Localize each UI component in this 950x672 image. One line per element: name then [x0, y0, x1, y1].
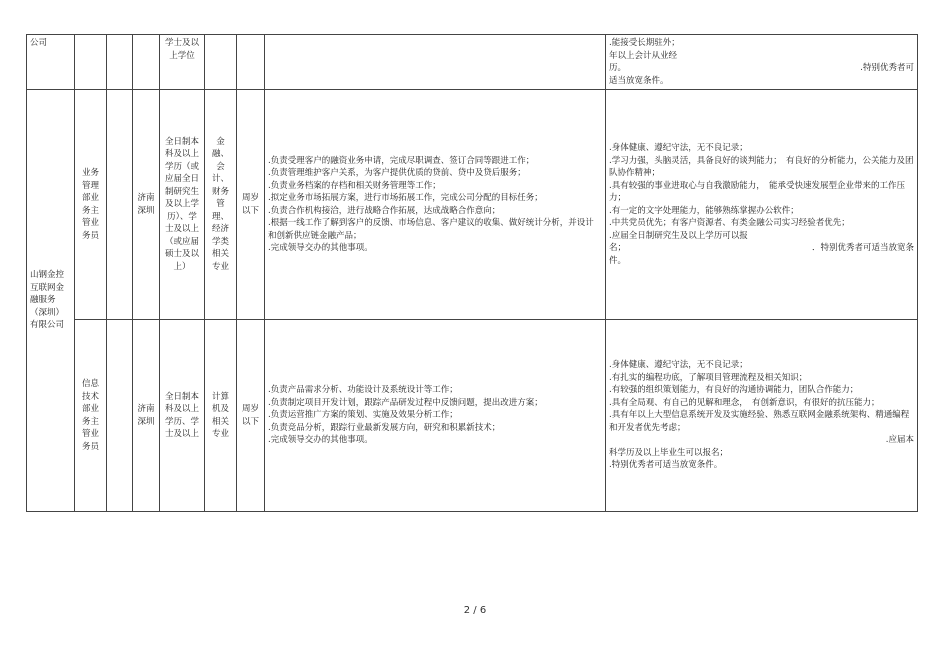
duty-line: .负责管理维护客户关系，为客户提供优质的贷前、贷中及贷后服务； — [268, 168, 526, 178]
requirements-cell — [606, 320, 918, 512]
education-cell: 全日制本科及以上学历（或应届全日制研究生及以上学历）、学士及以上（或应届硕士及以上） — [160, 90, 205, 320]
requirement-line: .应届本 — [885, 435, 914, 446]
requirements-cell — [606, 90, 918, 320]
table-row — [27, 320, 918, 512]
requirement-line: 件。 — [609, 255, 627, 266]
major-cell-empty — [205, 35, 237, 90]
duty-line: .负责业务档案的存档和相关财务管理等工作； — [268, 180, 441, 191]
requirement-line: .中共党员优先；有客户资源者、有类金融公司实习经验者优先； — [609, 218, 850, 228]
requirement-line: ．特别优秀者可适当放宽条 — [811, 243, 914, 253]
requirement-line: .具有年以上大型信息系统开发及实施经验、熟悉互联网金融系统架构、精通编程和开发者优先考虑； — [609, 410, 910, 433]
duty-line: .负责竞品分析，跟踪行业最新发展方向，研究和积累新技术； — [268, 422, 501, 433]
duties-cell — [265, 90, 606, 320]
duties-cell-empty — [265, 35, 606, 90]
table-row — [27, 90, 918, 320]
duty-line: .负责制定项目开发计划，跟踪产品研发过程中反馈问题，提出改进方案； — [268, 397, 543, 408]
requirement-line: 名； — [609, 243, 627, 253]
recruitment-table — [26, 34, 918, 512]
requirement-line: .有扎实的编程功底，了解项目管理流程及相关知识； — [609, 372, 808, 383]
department-cell-empty — [75, 35, 107, 90]
requirement-line: 科学历及以上毕业生可以报名； — [609, 447, 729, 458]
count-cell-empty — [107, 90, 133, 320]
requirement-line: 年以上会计从业经 — [609, 50, 678, 61]
department-cell: 业务管理部业务主管业务员 — [75, 90, 107, 320]
duty-line: .根据一线工作了解到客户的反馈、市场信息、客户建议的收集、做好统计分析，并设计和创新供应链金融产品； — [268, 218, 594, 241]
education-cell: 全日制本科及以上学历、学士及以上 — [160, 320, 205, 512]
requirement-line: .身体健康、遵纪守法，无不良记录； — [609, 360, 748, 371]
requirement-line: .身体健康、遵纪守法，无不良记录； — [609, 143, 748, 153]
requirement-line: .特别优秀者可适当放宽条件。 — [609, 460, 723, 471]
education-cell: 学士及以上学位 — [160, 35, 205, 90]
requirement-line: .能接受长期驻外； — [609, 38, 680, 48]
duty-line: .拟定业务市场拓展方案，进行市场拓展工作，完成公司分配的目标任务； — [268, 193, 543, 203]
requirement-line: .学习力强，头脑灵活，具备良好的谈判能力； 有良好的分析能力，公关能力及团队协作精神； — [609, 155, 914, 178]
company-cell-continued: 公司 — [27, 35, 75, 90]
requirement-line: .有较强的组织策划能力，有良好的沟通协调能力，团队合作能力； — [609, 385, 859, 396]
count-cell-empty — [107, 320, 133, 512]
age-cell-empty — [237, 35, 265, 90]
duty-line: .负责受理客户的融资业务申请，完成尽职调查、签订合同等跟进工作； — [268, 155, 535, 166]
requirement-line: .有一定的文字处理能力，能够熟练掌握办公软件； — [609, 205, 799, 216]
location-cell: 济南深圳 — [133, 320, 160, 512]
duty-line: .完成领导交办的其他事项。 — [268, 243, 373, 253]
requirement-line: 历。 — [609, 63, 627, 73]
duties-cell — [265, 320, 606, 512]
requirement-line: 适当放宽条件。 — [609, 75, 669, 86]
requirement-line: .特别优秀者可 — [860, 63, 914, 73]
location-cell-empty — [133, 35, 160, 90]
requirement-line: .应届全日制研究生及以上学历可以报 — [609, 230, 748, 241]
page-number: 2 / 6 — [463, 605, 487, 616]
company-cell: 山钢金控互联网金融服务（深圳）有限公司 — [27, 90, 75, 512]
age-cell: 周岁以下 — [237, 320, 265, 512]
location-cell: 济南深圳 — [133, 90, 160, 320]
major-cell: 计算机及相关专业 — [205, 320, 237, 512]
table-row — [27, 35, 918, 90]
requirements-cell — [606, 35, 918, 90]
duty-line: .负责产品需求分析、功能设计及系统设计等工作； — [268, 385, 458, 396]
duty-line: .完成领导交办的其他事项。 — [268, 435, 373, 446]
requirement-line: .具有较强的事业进取心与自我激励能力， 能承受快速发展型企业带来的工作压力； — [609, 180, 905, 203]
requirement-line: .具有全局观、有自己的见解和理念， 有创新意识，有很好的抗压能力； — [609, 397, 880, 408]
duty-line: .负责运营推广方案的策划、实施及效果分析工作； — [268, 410, 458, 421]
duty-line: .负责合作机构接洽，进行战略合作拓展，达成战略合作意向； — [268, 205, 501, 216]
department-cell: 信息技术部业务主管业务员 — [75, 320, 107, 512]
count-cell-empty — [107, 35, 133, 90]
major-cell: 金融、会计、财务管理、经济学类相关专业 — [205, 90, 237, 320]
age-cell: 周岁以下 — [237, 90, 265, 320]
